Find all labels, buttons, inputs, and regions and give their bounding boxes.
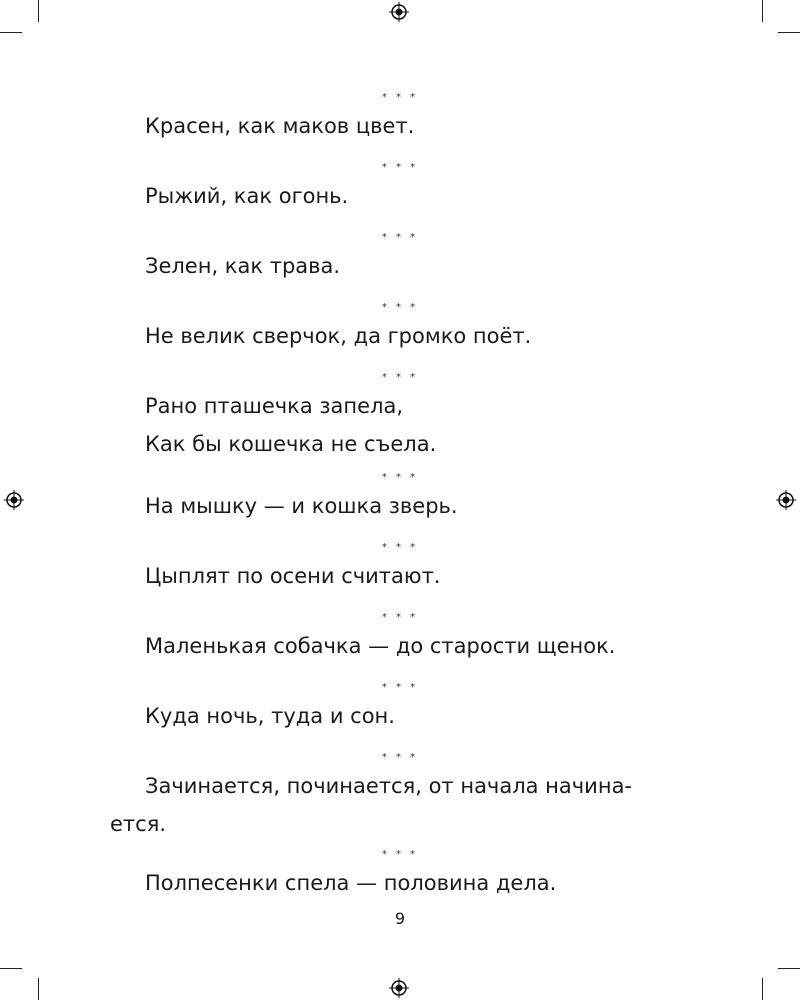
crop-mark-left-top bbox=[0, 32, 22, 33]
proverb-line: Цыплят по осени считают. bbox=[145, 564, 441, 588]
separator-asterisks: * * * bbox=[381, 682, 419, 693]
separator-asterisks: * * * bbox=[381, 232, 419, 243]
crop-mark-top-right bbox=[762, 0, 763, 22]
proverb-line: Как бы кошечка не съела. bbox=[145, 432, 437, 456]
proverb-line: Маленькая собачка — до старости щенок. bbox=[145, 634, 616, 658]
registration-mark-right-icon bbox=[776, 490, 796, 510]
proverb-line: Зачинается, починается, от начала начина- bbox=[145, 774, 633, 798]
registration-mark-left-icon bbox=[4, 490, 24, 510]
proverb-line: Рыжий, как огонь. bbox=[145, 184, 349, 208]
registration-mark-top-icon bbox=[389, 2, 409, 22]
proverb-line: Красен, как маков цвет. bbox=[145, 114, 415, 138]
crop-mark-top-left bbox=[38, 0, 39, 22]
separator-asterisks: * * * bbox=[381, 372, 419, 383]
separator-asterisks: * * * bbox=[381, 542, 419, 553]
separator-asterisks: * * * bbox=[381, 302, 419, 313]
crop-mark-bottom-left bbox=[38, 978, 39, 1000]
separator-asterisks: * * * bbox=[381, 162, 419, 173]
proverb-line: Полпесенки спела — половина дела. bbox=[145, 871, 557, 895]
proverb-line: Не велик сверчок, да громко поёт. bbox=[145, 324, 532, 348]
proverb-line: Куда ночь, туда и сон. bbox=[145, 704, 395, 728]
separator-asterisks: * * * bbox=[381, 752, 419, 763]
proverb-line: ется. bbox=[110, 812, 167, 836]
crop-mark-right-top bbox=[778, 32, 800, 33]
proverb-line: Рано пташечка запела, bbox=[145, 394, 404, 418]
separator-asterisks: * * * bbox=[381, 92, 419, 103]
proverb-line: Зелен, как трава. bbox=[145, 254, 341, 278]
proverb-line: На мышку — и кошка зверь. bbox=[145, 494, 458, 518]
crop-mark-left-bottom bbox=[0, 968, 22, 969]
crop-mark-bottom-right bbox=[762, 978, 763, 1000]
registration-mark-bottom-icon bbox=[389, 978, 409, 998]
separator-asterisks: * * * bbox=[381, 612, 419, 623]
crop-mark-right-bottom bbox=[778, 968, 800, 969]
page-number: 9 bbox=[394, 909, 406, 928]
separator-asterisks: * * * bbox=[381, 472, 419, 483]
separator-asterisks: * * * bbox=[381, 849, 419, 860]
